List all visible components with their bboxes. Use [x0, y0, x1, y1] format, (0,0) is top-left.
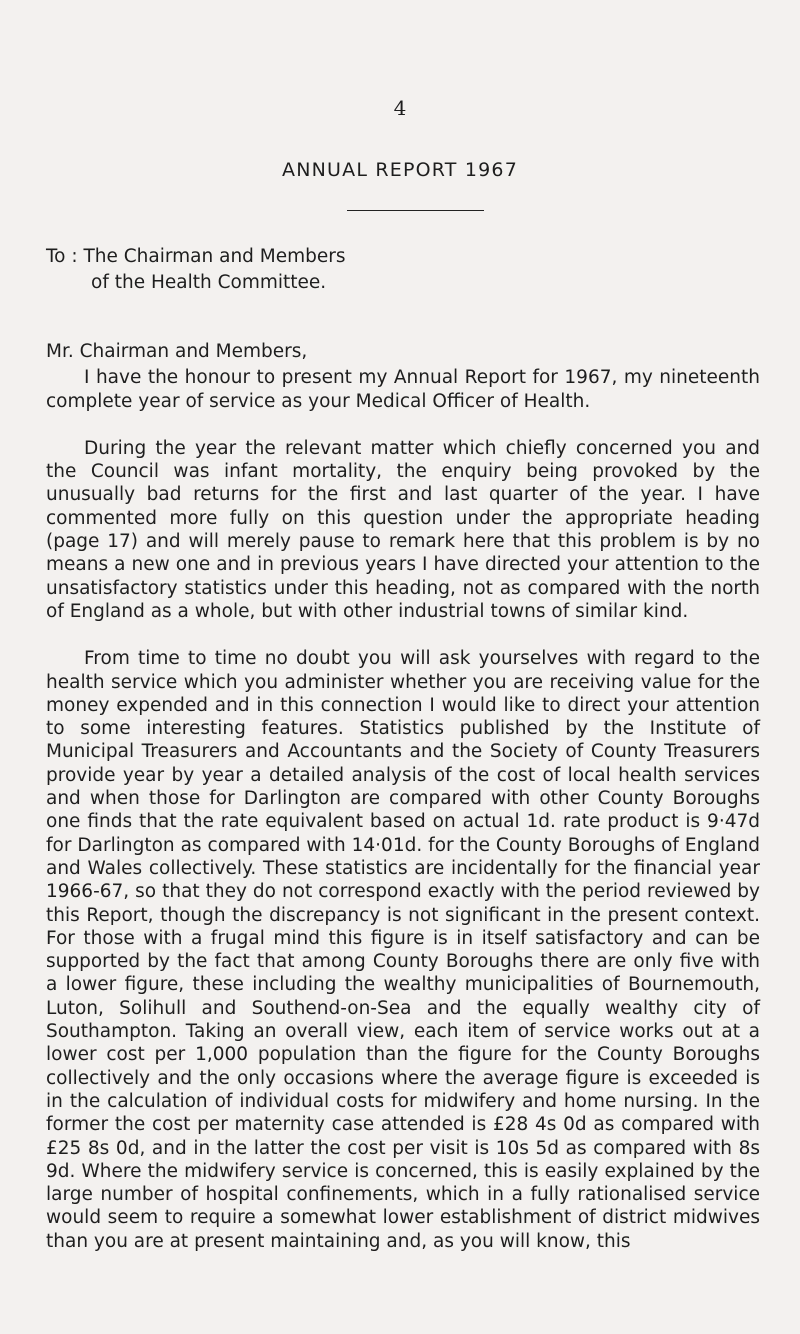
salutation: Mr. Chairman and Members,	[46, 341, 308, 362]
letter-body	[46, 340, 760, 1277]
title-divider	[347, 210, 484, 211]
addressee-block	[46, 244, 766, 296]
addressee-line-2: of the Health Committee.	[91, 272, 327, 293]
addressee-line-1: To : The Chairman and Members	[46, 246, 346, 267]
paragraph-3: From time to time no doubt you will ask yourselves with regard to the health service which you administer whether you are receiving value for the money expended and in this connection I would like to direct your attention to some interesting features. Statistics published by the Institute of Municipal Treasurers and Accountants and the Society of County Treasurers provide year by year a detailed analysis of the cost of local health services and when those for Darlington are compared with other County Boroughs one finds that the rate equivalent based on actual 1d. rate product is 9·47d for Darlington as compared with 14·01d. for the County Boroughs of England and Wales collectively. These statistics are incidentally for the financial year 1966-67, so that they do not correspond exactly with the period reviewed by this Report, though the discrepancy is not significant in the present context. For those with a frugal mind this figure is in itself satisfactory and can be supported by the fact that among County Boroughs there are only five with a lower figure, these including the wealthy municipalities of Bournemouth, Luton, Solihull and Southend-on-Sea and the equally wealthy city of Southampton. Taking an overall view, each item of service works out at a lower cost per 1,000 population than the figure for the County Boroughs collectively and the only occasions where the average figure is exceeded is in the calculation of individual costs for midwifery and home nursing. In the former the cost per maternity case attended is £28 4s 0d as compared with £25 8s 0d, and in the latter the cost per visit is 10s 5d as compared with 8s 9d. Where the midwifery service is concerned, this is easily explained by the large number of hospital confinements, which in a fully rationalised service would seem to require a somewhat lower establishment of district midwives than you are at present maintaining and, as you will know, this	[46, 648, 760, 1252]
page-number: 4	[393, 96, 407, 120]
paragraph-2: During the year the relevant matter which chiefly concerned you and the Council was infant mortality, the enquiry being provoked by the unusually bad returns for the first and last quarter of the year. I have commented more fully on this question under the appropriate heading (page 17) and will merely pause to remark here that this problem is by no means a new one and in previous years I have directed your attention to the unsatisfactory statistics under this heading, not as compared with the north of England as a whole, but with other industrial towns of similar kind.	[46, 437, 760, 622]
paragraph-1: I have the honour to present my Annual Report for 1967, my nineteenth complete year of service as your Medical Officer of Health.	[46, 367, 760, 412]
report-title: ANNUAL REPORT 1967	[282, 159, 518, 181]
